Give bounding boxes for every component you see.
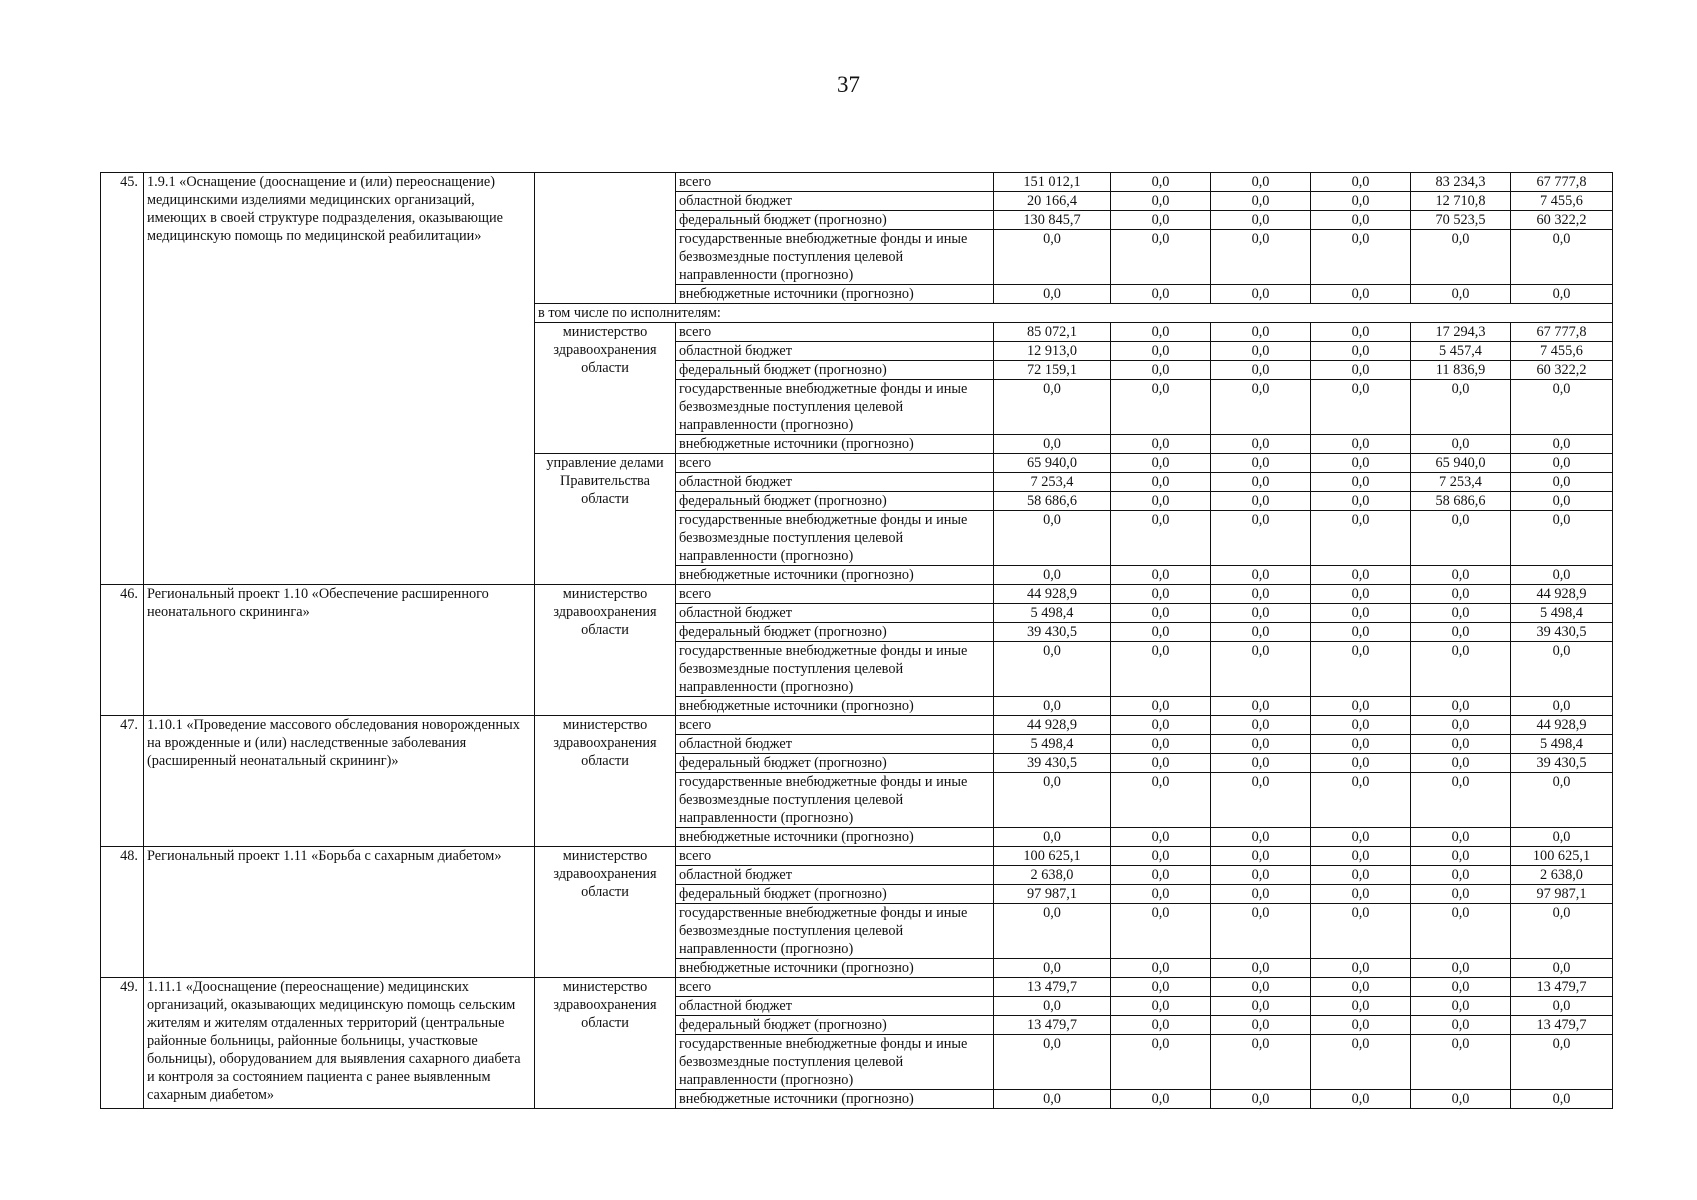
value-cell: 65 940,0 xyxy=(1411,454,1511,473)
value-cell: 0,0 xyxy=(1311,735,1411,754)
value-cell: 0,0 xyxy=(1111,716,1211,735)
measure-description: 1.11.1 «Дооснащение (переоснащение) медицинских организаций, оказывающих медицинскую помощь сельским жителям и жителям отдаленных территорий (центральные районные больницы, районные больницы, участковые больницы), оборудованием для выявления сахарного диабета и контроля за состоянием пациента с ранее выявленным сахарным диабетом» xyxy=(144,978,535,1109)
value-cell: 12 710,8 xyxy=(1411,192,1511,211)
value-cell: 0,0 xyxy=(1211,585,1311,604)
value-cell: 72 159,1 xyxy=(994,361,1111,380)
measure-description: 1.9.1 «Оснащение (дооснащение и (или) переоснащение) медицинскими изделиями медицинских организаций, имеющих в своей структуре подразделения, оказывающие медицинскую помощь по медицинской реабилитации» xyxy=(144,173,535,585)
funding-source-cell: внебюджетные источники (прогнозно) xyxy=(676,828,994,847)
value-cell: 0,0 xyxy=(1311,997,1411,1016)
value-cell: 0,0 xyxy=(1111,978,1211,997)
funding-source-cell: внебюджетные источники (прогнозно) xyxy=(676,959,994,978)
executor-cell: министерство здравоохранения области xyxy=(535,323,676,454)
value-cell: 0,0 xyxy=(1411,828,1511,847)
funding-source-cell: областной бюджет xyxy=(676,604,994,623)
value-cell: 0,0 xyxy=(1111,904,1211,959)
value-cell: 11 836,9 xyxy=(1411,361,1511,380)
value-cell: 0,0 xyxy=(1411,604,1511,623)
value-cell: 0,0 xyxy=(1311,959,1411,978)
value-cell: 0,0 xyxy=(1311,473,1411,492)
value-cell: 0,0 xyxy=(1211,1035,1311,1090)
value-cell: 0,0 xyxy=(1111,1035,1211,1090)
value-cell: 0,0 xyxy=(1111,754,1211,773)
value-cell: 0,0 xyxy=(1411,716,1511,735)
value-cell: 0,0 xyxy=(1211,192,1311,211)
value-cell: 0,0 xyxy=(1511,642,1613,697)
value-cell: 0,0 xyxy=(1411,735,1511,754)
value-cell: 97 987,1 xyxy=(994,885,1111,904)
funding-source-cell: областной бюджет xyxy=(676,192,994,211)
value-cell: 0,0 xyxy=(1411,959,1511,978)
value-cell: 65 940,0 xyxy=(994,454,1111,473)
value-cell: 0,0 xyxy=(1411,285,1511,304)
value-cell: 0,0 xyxy=(1311,716,1411,735)
value-cell: 0,0 xyxy=(994,697,1111,716)
value-cell: 0,0 xyxy=(994,997,1111,1016)
value-cell: 0,0 xyxy=(994,511,1111,566)
value-cell: 0,0 xyxy=(1211,828,1311,847)
value-cell: 0,0 xyxy=(1311,511,1411,566)
value-cell: 12 913,0 xyxy=(994,342,1111,361)
value-cell: 0,0 xyxy=(1111,828,1211,847)
value-cell: 0,0 xyxy=(994,1035,1111,1090)
value-cell: 7 455,6 xyxy=(1511,192,1613,211)
funding-source-cell: федеральный бюджет (прогнозно) xyxy=(676,623,994,642)
value-cell: 0,0 xyxy=(1511,380,1613,435)
value-cell: 0,0 xyxy=(1111,697,1211,716)
executor-cell: министерство здравоохранения области xyxy=(535,978,676,1109)
funding-source-cell: областной бюджет xyxy=(676,342,994,361)
value-cell: 67 777,8 xyxy=(1511,173,1613,192)
value-cell: 0,0 xyxy=(1211,342,1311,361)
value-cell: 0,0 xyxy=(1111,492,1211,511)
value-cell: 0,0 xyxy=(1311,1035,1411,1090)
value-cell: 0,0 xyxy=(1211,623,1311,642)
value-cell: 130 845,7 xyxy=(994,211,1111,230)
value-cell: 0,0 xyxy=(1411,847,1511,866)
value-cell: 0,0 xyxy=(1211,211,1311,230)
funding-source-cell: внебюджетные источники (прогнозно) xyxy=(676,566,994,585)
funding-source-cell: областной бюджет xyxy=(676,997,994,1016)
value-cell: 70 523,5 xyxy=(1411,211,1511,230)
executor-cell xyxy=(535,173,676,304)
value-cell: 0,0 xyxy=(1311,828,1411,847)
funding-source-cell: всего xyxy=(676,847,994,866)
value-cell: 0,0 xyxy=(1511,435,1613,454)
value-cell: 0,0 xyxy=(994,828,1111,847)
value-cell: 0,0 xyxy=(1311,866,1411,885)
value-cell: 0,0 xyxy=(1111,173,1211,192)
value-cell: 0,0 xyxy=(1311,585,1411,604)
value-cell: 0,0 xyxy=(1511,454,1613,473)
funding-source-cell: федеральный бюджет (прогнозно) xyxy=(676,492,994,511)
table-row xyxy=(101,716,1613,735)
value-cell: 0,0 xyxy=(1111,1016,1211,1035)
measure-description: Региональный проект 1.11 «Борьба с сахарным диабетом» xyxy=(144,847,535,978)
value-cell: 0,0 xyxy=(994,285,1111,304)
value-cell: 0,0 xyxy=(1411,904,1511,959)
table-row xyxy=(101,585,1613,604)
value-cell: 0,0 xyxy=(1211,735,1311,754)
executor-cell: министерство здравоохранения области xyxy=(535,585,676,716)
value-cell: 0,0 xyxy=(1311,978,1411,997)
value-cell: 0,0 xyxy=(1111,473,1211,492)
value-cell: 2 638,0 xyxy=(994,866,1111,885)
value-cell: 0,0 xyxy=(994,904,1111,959)
value-cell: 0,0 xyxy=(1411,754,1511,773)
value-cell: 0,0 xyxy=(1411,380,1511,435)
value-cell: 0,0 xyxy=(1211,847,1311,866)
value-cell: 0,0 xyxy=(1211,604,1311,623)
value-cell: 0,0 xyxy=(1311,323,1411,342)
page-number: 37 xyxy=(837,72,860,97)
funding-source-cell: государственные внебюджетные фонды и иные безвозмездные поступления целевой направленности (прогнозно) xyxy=(676,773,994,828)
value-cell: 0,0 xyxy=(1211,1016,1311,1035)
value-cell: 60 322,2 xyxy=(1511,361,1613,380)
value-cell: 0,0 xyxy=(1111,1090,1211,1109)
value-cell: 0,0 xyxy=(1111,361,1211,380)
value-cell: 5 498,4 xyxy=(994,735,1111,754)
value-cell: 0,0 xyxy=(1411,885,1511,904)
funding-source-cell: федеральный бюджет (прогнозно) xyxy=(676,754,994,773)
funding-source-cell: всего xyxy=(676,323,994,342)
value-cell: 0,0 xyxy=(1511,473,1613,492)
funding-source-cell: государственные внебюджетные фонды и иные безвозмездные поступления целевой направленности (прогнозно) xyxy=(676,511,994,566)
value-cell: 85 072,1 xyxy=(994,323,1111,342)
value-cell: 0,0 xyxy=(1111,585,1211,604)
value-cell: 0,0 xyxy=(1511,773,1613,828)
value-cell: 0,0 xyxy=(1111,959,1211,978)
value-cell: 0,0 xyxy=(1211,285,1311,304)
value-cell: 0,0 xyxy=(1511,828,1613,847)
value-cell: 44 928,9 xyxy=(1511,585,1613,604)
value-cell: 0,0 xyxy=(1511,997,1613,1016)
value-cell: 0,0 xyxy=(1311,230,1411,285)
value-cell: 0,0 xyxy=(1311,642,1411,697)
executor-cell: министерство здравоохранения области xyxy=(535,847,676,978)
value-cell: 2 638,0 xyxy=(1511,866,1613,885)
value-cell: 151 012,1 xyxy=(994,173,1111,192)
value-cell: 0,0 xyxy=(1111,773,1211,828)
value-cell: 44 928,9 xyxy=(1511,716,1613,735)
funding-source-cell: внебюджетные источники (прогнозно) xyxy=(676,285,994,304)
value-cell: 0,0 xyxy=(1111,285,1211,304)
value-cell: 0,0 xyxy=(1311,1016,1411,1035)
executor-cell: министерство здравоохранения области xyxy=(535,716,676,847)
funding-source-cell: областной бюджет xyxy=(676,735,994,754)
value-cell: 39 430,5 xyxy=(994,623,1111,642)
value-cell: 0,0 xyxy=(1211,866,1311,885)
table-row xyxy=(101,847,1613,866)
value-cell: 39 430,5 xyxy=(1511,754,1613,773)
value-cell: 0,0 xyxy=(1211,323,1311,342)
value-cell: 0,0 xyxy=(1311,173,1411,192)
value-cell: 0,0 xyxy=(1211,435,1311,454)
value-cell: 0,0 xyxy=(1311,697,1411,716)
value-cell: 0,0 xyxy=(1211,885,1311,904)
value-cell: 0,0 xyxy=(1311,285,1411,304)
value-cell: 0,0 xyxy=(1411,997,1511,1016)
value-cell: 0,0 xyxy=(1211,380,1311,435)
value-cell: 0,0 xyxy=(1111,997,1211,1016)
funding-source-cell: всего xyxy=(676,978,994,997)
value-cell: 0,0 xyxy=(1111,566,1211,585)
value-cell: 0,0 xyxy=(1111,642,1211,697)
value-cell: 39 430,5 xyxy=(1511,623,1613,642)
table-row xyxy=(101,978,1613,997)
funding-source-cell: внебюджетные источники (прогнозно) xyxy=(676,435,994,454)
value-cell: 7 253,4 xyxy=(994,473,1111,492)
value-cell: 0,0 xyxy=(994,566,1111,585)
value-cell: 13 479,7 xyxy=(1511,978,1613,997)
value-cell: 0,0 xyxy=(994,435,1111,454)
funding-source-cell: государственные внебюджетные фонды и иные безвозмездные поступления целевой направленности (прогнозно) xyxy=(676,230,994,285)
value-cell: 7 455,6 xyxy=(1511,342,1613,361)
value-cell: 0,0 xyxy=(1111,230,1211,285)
value-cell: 44 928,9 xyxy=(994,585,1111,604)
funding-source-cell: федеральный бюджет (прогнозно) xyxy=(676,211,994,230)
value-cell: 0,0 xyxy=(1311,380,1411,435)
value-cell: 0,0 xyxy=(1311,211,1411,230)
value-cell: 0,0 xyxy=(1411,978,1511,997)
budget-table xyxy=(100,172,1613,1109)
value-cell: 0,0 xyxy=(1511,285,1613,304)
value-cell: 0,0 xyxy=(1511,1035,1613,1090)
table-row xyxy=(101,173,1613,192)
value-cell: 0,0 xyxy=(1311,754,1411,773)
value-cell: 0,0 xyxy=(1511,511,1613,566)
funding-source-cell: федеральный бюджет (прогнозно) xyxy=(676,1016,994,1035)
value-cell: 0,0 xyxy=(1511,959,1613,978)
value-cell: 0,0 xyxy=(1311,904,1411,959)
value-cell: 7 253,4 xyxy=(1411,473,1511,492)
row-number: 49. xyxy=(101,978,144,1109)
value-cell: 0,0 xyxy=(1411,1035,1511,1090)
value-cell: 0,0 xyxy=(1211,230,1311,285)
value-cell: 0,0 xyxy=(1511,230,1613,285)
value-cell: 0,0 xyxy=(1111,380,1211,435)
value-cell: 0,0 xyxy=(1311,492,1411,511)
value-cell: 0,0 xyxy=(1211,473,1311,492)
value-cell: 100 625,1 xyxy=(994,847,1111,866)
value-cell: 0,0 xyxy=(994,230,1111,285)
value-cell: 0,0 xyxy=(1411,566,1511,585)
value-cell: 60 322,2 xyxy=(1511,211,1613,230)
funding-source-cell: всего xyxy=(676,173,994,192)
value-cell: 100 625,1 xyxy=(1511,847,1613,866)
value-cell: 0,0 xyxy=(1411,585,1511,604)
value-cell: 67 777,8 xyxy=(1511,323,1613,342)
value-cell: 0,0 xyxy=(1211,454,1311,473)
value-cell: 0,0 xyxy=(1411,230,1511,285)
funding-source-cell: государственные внебюджетные фонды и иные безвозмездные поступления целевой направленности (прогнозно) xyxy=(676,1035,994,1090)
value-cell: 44 928,9 xyxy=(994,716,1111,735)
value-cell: 13 479,7 xyxy=(994,1016,1111,1035)
value-cell: 0,0 xyxy=(1411,773,1511,828)
value-cell: 0,0 xyxy=(1211,697,1311,716)
value-cell: 0,0 xyxy=(1311,1090,1411,1109)
value-cell: 0,0 xyxy=(1511,904,1613,959)
funding-source-cell: внебюджетные источники (прогнозно) xyxy=(676,697,994,716)
value-cell: 0,0 xyxy=(1511,697,1613,716)
value-cell: 97 987,1 xyxy=(1511,885,1613,904)
value-cell: 5 457,4 xyxy=(1411,342,1511,361)
value-cell: 0,0 xyxy=(1211,754,1311,773)
value-cell: 0,0 xyxy=(1111,454,1211,473)
value-cell: 0,0 xyxy=(1511,566,1613,585)
value-cell: 0,0 xyxy=(1411,642,1511,697)
value-cell: 5 498,4 xyxy=(994,604,1111,623)
funding-source-cell: областной бюджет xyxy=(676,866,994,885)
value-cell: 0,0 xyxy=(1411,623,1511,642)
value-cell: 0,0 xyxy=(1111,211,1211,230)
value-cell: 0,0 xyxy=(1411,511,1511,566)
funding-source-cell: государственные внебюджетные фонды и иные безвозмездные поступления целевой направленности (прогнозно) xyxy=(676,380,994,435)
funding-source-cell: всего xyxy=(676,585,994,604)
value-cell: 0,0 xyxy=(1211,1090,1311,1109)
value-cell: 0,0 xyxy=(1511,492,1613,511)
value-cell: 0,0 xyxy=(1111,866,1211,885)
funding-source-cell: государственные внебюджетные фонды и иные безвозмездные поступления целевой направленности (прогнозно) xyxy=(676,642,994,697)
value-cell: 0,0 xyxy=(1211,492,1311,511)
row-number: 48. xyxy=(101,847,144,978)
funding-source-cell: федеральный бюджет (прогнозно) xyxy=(676,885,994,904)
value-cell: 0,0 xyxy=(1311,623,1411,642)
value-cell: 5 498,4 xyxy=(1511,735,1613,754)
funding-source-cell: всего xyxy=(676,716,994,735)
row-number: 47. xyxy=(101,716,144,847)
value-cell: 0,0 xyxy=(1211,959,1311,978)
value-cell: 20 166,4 xyxy=(994,192,1111,211)
value-cell: 0,0 xyxy=(1411,1016,1511,1035)
value-cell: 0,0 xyxy=(1111,604,1211,623)
value-cell: 0,0 xyxy=(1511,1090,1613,1109)
value-cell: 0,0 xyxy=(1211,997,1311,1016)
value-cell: 0,0 xyxy=(1311,847,1411,866)
value-cell: 0,0 xyxy=(994,380,1111,435)
value-cell: 0,0 xyxy=(1211,904,1311,959)
value-cell: 83 234,3 xyxy=(1411,173,1511,192)
funding-source-cell: внебюджетные источники (прогнозно) xyxy=(676,1090,994,1109)
executor-cell: управление делами Правительства области xyxy=(535,454,676,585)
value-cell: 0,0 xyxy=(994,1090,1111,1109)
value-cell: 13 479,7 xyxy=(1511,1016,1613,1035)
value-cell: 0,0 xyxy=(1211,773,1311,828)
value-cell: 0,0 xyxy=(1411,1090,1511,1109)
value-cell: 0,0 xyxy=(1111,885,1211,904)
funding-source-cell: государственные внебюджетные фонды и иные безвозмездные поступления целевой направленности (прогнозно) xyxy=(676,904,994,959)
value-cell: 0,0 xyxy=(1311,885,1411,904)
value-cell: 58 686,6 xyxy=(994,492,1111,511)
value-cell: 0,0 xyxy=(1311,435,1411,454)
value-cell: 0,0 xyxy=(994,959,1111,978)
value-cell: 0,0 xyxy=(1211,173,1311,192)
value-cell: 39 430,5 xyxy=(994,754,1111,773)
value-cell: 0,0 xyxy=(1111,192,1211,211)
value-cell: 0,0 xyxy=(1211,978,1311,997)
value-cell: 0,0 xyxy=(1211,511,1311,566)
value-cell: 17 294,3 xyxy=(1411,323,1511,342)
value-cell: 0,0 xyxy=(1111,435,1211,454)
value-cell: 0,0 xyxy=(1411,866,1511,885)
value-cell: 0,0 xyxy=(1111,847,1211,866)
value-cell: 0,0 xyxy=(1411,697,1511,716)
value-cell: 0,0 xyxy=(1311,192,1411,211)
funding-source-cell: федеральный бюджет (прогнозно) xyxy=(676,361,994,380)
row-number: 45. xyxy=(101,173,144,585)
funding-source-cell: всего xyxy=(676,454,994,473)
measure-description: Региональный проект 1.10 «Обеспечение расширенного неонатального скрининга» xyxy=(144,585,535,716)
value-cell: 0,0 xyxy=(1411,435,1511,454)
value-cell: 0,0 xyxy=(1111,342,1211,361)
value-cell: 0,0 xyxy=(1311,604,1411,623)
value-cell: 0,0 xyxy=(1111,735,1211,754)
value-cell: 0,0 xyxy=(1311,773,1411,828)
value-cell: 0,0 xyxy=(1211,566,1311,585)
funding-source-cell: областной бюджет xyxy=(676,473,994,492)
value-cell: 0,0 xyxy=(1311,566,1411,585)
value-cell: 0,0 xyxy=(994,642,1111,697)
value-cell: 0,0 xyxy=(994,773,1111,828)
value-cell: 0,0 xyxy=(1311,361,1411,380)
measure-description: 1.10.1 «Проведение массового обследования новорожденных на врожденные и (или) наследственные заболевания (расширенный неонатальный скрининг)» xyxy=(144,716,535,847)
value-cell: 0,0 xyxy=(1311,342,1411,361)
row-number: 46. xyxy=(101,585,144,716)
value-cell: 0,0 xyxy=(1111,511,1211,566)
value-cell: 5 498,4 xyxy=(1511,604,1613,623)
executors-subheader: в том числе по исполнителям: xyxy=(535,304,1613,323)
value-cell: 0,0 xyxy=(1311,454,1411,473)
value-cell: 58 686,6 xyxy=(1411,492,1511,511)
value-cell: 0,0 xyxy=(1211,642,1311,697)
value-cell: 0,0 xyxy=(1111,323,1211,342)
value-cell: 13 479,7 xyxy=(994,978,1111,997)
value-cell: 0,0 xyxy=(1211,716,1311,735)
value-cell: 0,0 xyxy=(1111,623,1211,642)
value-cell: 0,0 xyxy=(1211,361,1311,380)
